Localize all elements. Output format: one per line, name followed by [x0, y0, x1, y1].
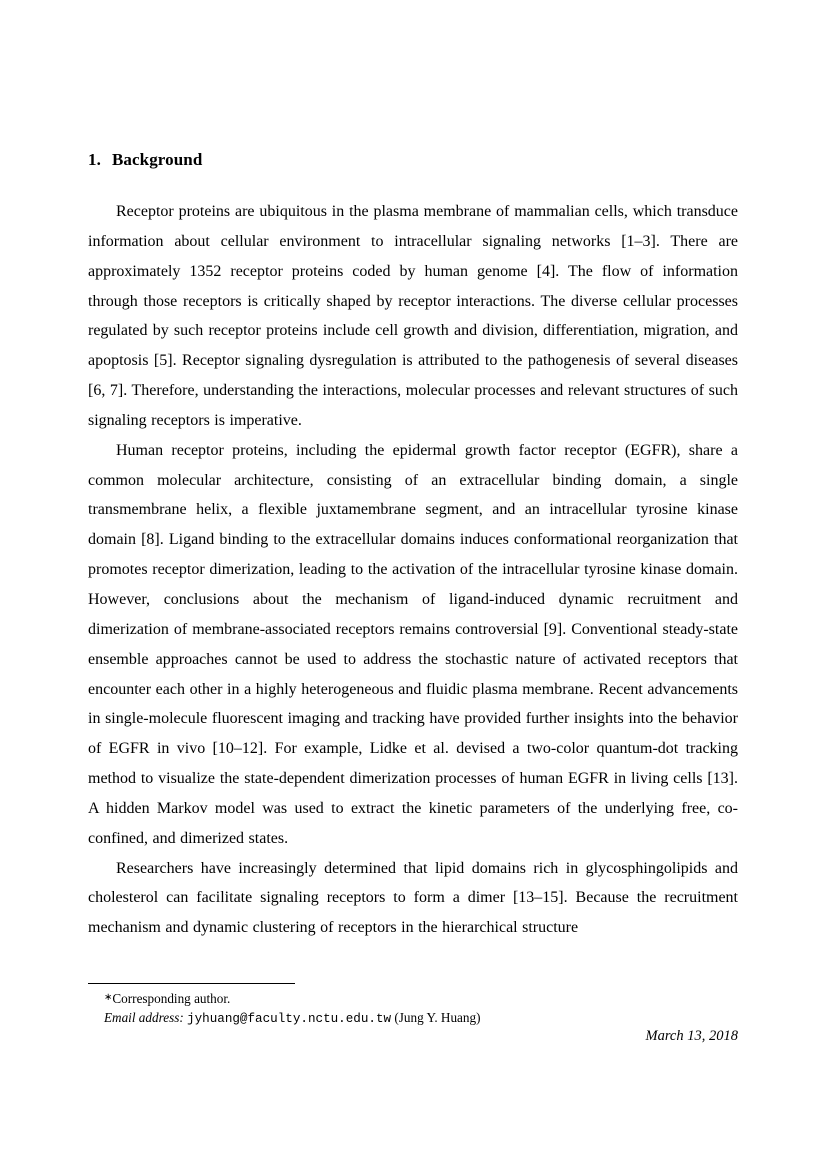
date-line: March 13, 2018 [645, 1028, 738, 1044]
corresponding-author-note [88, 988, 738, 1008]
email-line [88, 1008, 738, 1029]
email-address: jyhuang@faculty.nctu.edu.tw [187, 1012, 392, 1026]
paper-body [88, 150, 738, 943]
section-title: Background [111, 150, 203, 169]
corresponding-author-text: Corresponding author. [112, 991, 231, 1006]
paragraph-3: Researchers have increasingly determined that lipid domains rich in glycosphingolipids and cholesterol can facilitate signaling receptors to form a dimer [13–15]. Because the recruitment mechanism and dynamic clustering of receptors in the hierarchical structure [88, 859, 738, 937]
section-number: 1. [88, 150, 101, 169]
paragraph-2: Human receptor proteins, including the epidermal growth factor receptor (EGFR), share a common molecular architecture, consisting of an extracellular binding domain, a single transmembrane helix, a flexible juxtamembrane segment, and an intracellular tyrosine kinase domain [8]. Ligand binding to the extracellular domains induces conformational reorganization that promotes receptor dimerization, leading to the activation of the intracellular tyrosine kinase domain. However, conclusions about the mechanism of ligand-induced dynamic recruitment and dimerization of membrane-associated receptors remains controversial [9]. Conventional steady-state ensemble approaches cannot be used to address the stochastic nature of activated receptors that encounter each other in a highly heterogeneous and fluidic plasma membrane. Recent advancements in single-molecule fluorescent imaging and tracking have provided further insights into the behavior of EGFR in vivo [10–12]. For example, Lidke et al. devised a two-color quantum-dot tracking method to visualize the state-dependent dimerization processes of human EGFR in living cells [13]. A hidden Markov model was used to extract the kinetic parameters of the underlying free, co-confined, and dimerized states. [88, 441, 738, 847]
footnote-block [88, 983, 738, 1029]
email-owner: (Jung Y. Huang) [394, 1010, 481, 1025]
section-heading [88, 150, 738, 170]
footnote-rule [88, 983, 295, 984]
email-label: Email address: [104, 1010, 184, 1025]
footnote-marker: ∗ [104, 992, 113, 1003]
paragraph-1: Receptor proteins are ubiquitous in the plasma membrane of mammalian cells, which transduce information about cellular environment to intracellular signaling networks [1–3]. There are approximately 1352 receptor proteins coded by human genome [4]. The flow of information through those receptors is critically shaped by receptor interactions. The diverse cellular processes regulated by such receptor proteins include cell growth and division, differentiation, migration, and apoptosis [5]. Receptor signaling dysregulation is attributed to the pathogenesis of several diseases [6, 7]. Therefore, understanding the interactions, molecular processes and relevant structures of such signaling receptors is imperative. [88, 203, 738, 429]
